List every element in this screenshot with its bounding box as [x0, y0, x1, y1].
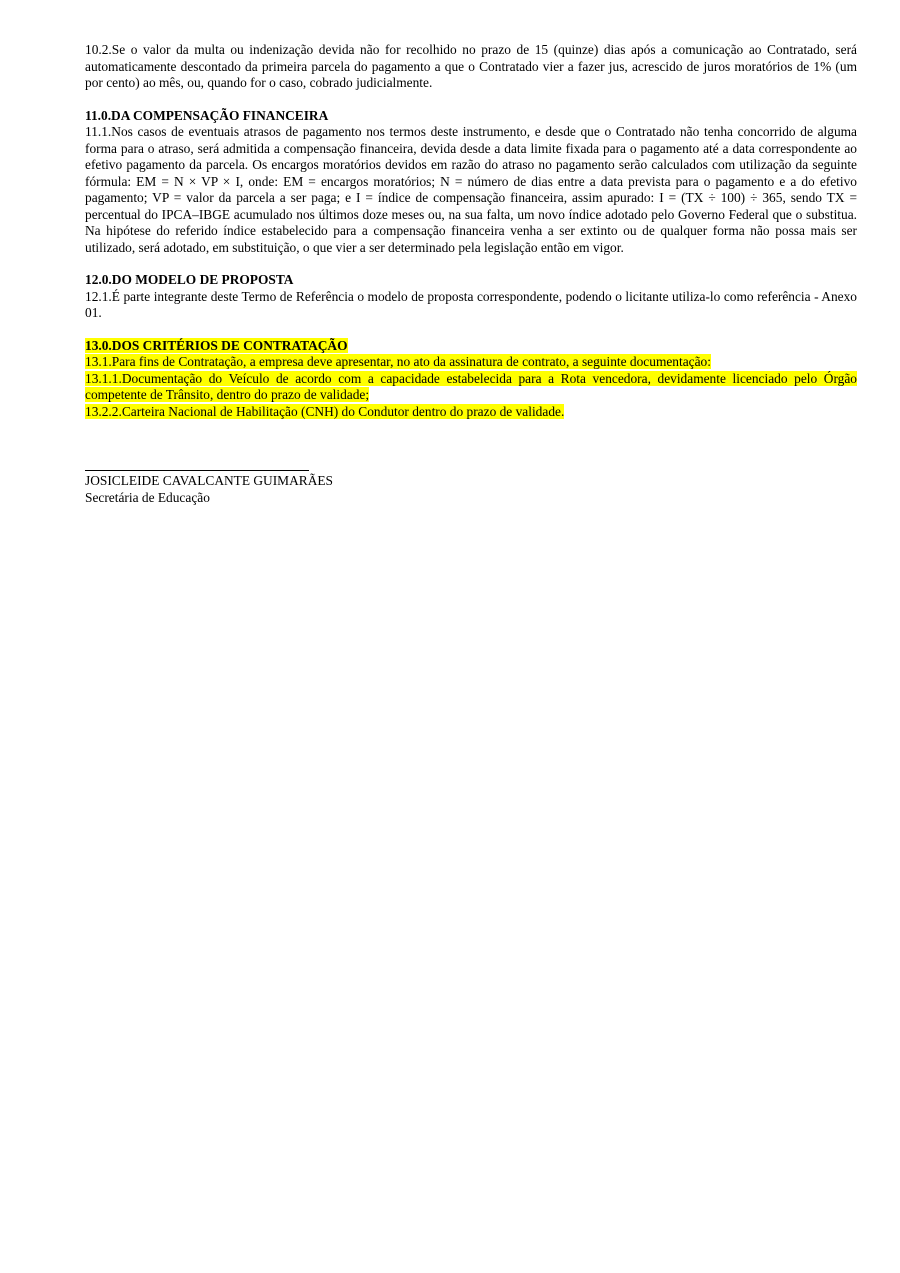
paragraph-13-1-1: 13.1.1.Documentação do Veículo de acordo com a capacidade estabelecida para a Rota vencedora, devidamente licenciado pelo Órgão competente de Trânsito, dentro do prazo de validade; — [85, 370, 857, 402]
section-12 — [85, 272, 857, 322]
signature-block — [85, 470, 857, 506]
paragraph-12-1: 12.1.É parte integrante deste Termo de Referência o modelo de proposta correspondente, podendo o licitante utiliza-lo como referência - Anexo 01. — [85, 288, 857, 320]
paragraph-13-1-line — [85, 354, 857, 371]
paragraph-11-1: 11.1.Nos casos de eventuais atrasos de pagamento nos termos deste instrumento, e desde que o Contratado não tenha concorrido de alguma forma para o atraso, será admitida a compensação financeira, devida desde a data limite fixada para o pagamento até a data correspondente ao efetivo pagamento da parcela. Os encargos moratórios devidos em razão do atraso no pagamento serão calculados com utilização da seguinte fórmula: EM = N × VP × I, onde: EM = encargos moratórios; N = número de dias entre a data prevista para o pagamento e a do efetivo pagamento; VP = valor da parcela a ser paga; e I = índice de compensação financeira, assim apurado: I = (TX ÷ 100) ÷ 365, sendo TX = percentual do IPCA–IBGE acumulado nos últimos doze meses ou, na sua falta, um novo índice adotado pelo Governo Federal que o substitua. Na hipótese do referido índice estabelecido para a compensação financeira venha a ser extinto ou de qualquer forma não possa mais ser utilizado, será adotado, em substituição, o que vier a ser determinado pela legislação então em vigor. — [85, 124, 857, 255]
paragraph-13-1: 13.1.Para fins de Contratação, a empresa deve apresentar, no ato da assinatura de contrato, a seguinte documentação: — [85, 354, 711, 369]
paragraph-10-2: 10.2.Se o valor da multa ou indenização devida não for recolhido no prazo de 15 (quinze) dias após a comunicação ao Contratado, será automaticamente descontado da primeira parcela do pagamento a que o Contratado vier a fazer jus, acrescido de juros moratórios de 1% (um por cento) ao mês, ou, quando for o caso, cobrado judicialmente. — [85, 42, 857, 90]
signatory-name: JOSICLEIDE CAVALCANTE GUIMARÃES — [85, 473, 333, 488]
section-11-title: 11.0.DA COMPENSAÇÃO FINANCEIRA — [85, 107, 329, 123]
section-13-title: 13.0.DOS CRITÉRIOS DE CONTRATAÇÃO — [85, 337, 348, 353]
section-13 — [85, 338, 857, 421]
section-12-title: 12.0.DO MODELO DE PROPOSTA — [85, 272, 294, 287]
paragraph-13-2-2-line — [85, 404, 857, 421]
paragraph-13-1-1-line — [85, 371, 857, 404]
section-13-title-line — [85, 338, 857, 355]
paragraph-13-2-2: 13.2.2.Carteira Nacional de Habilitação (CNH) do Condutor dentro do prazo de validade. — [85, 403, 565, 419]
document-page — [85, 42, 857, 506]
signature-line — [85, 470, 309, 471]
signatory-role: Secretária de Educação — [85, 489, 210, 505]
section-11 — [85, 108, 857, 257]
